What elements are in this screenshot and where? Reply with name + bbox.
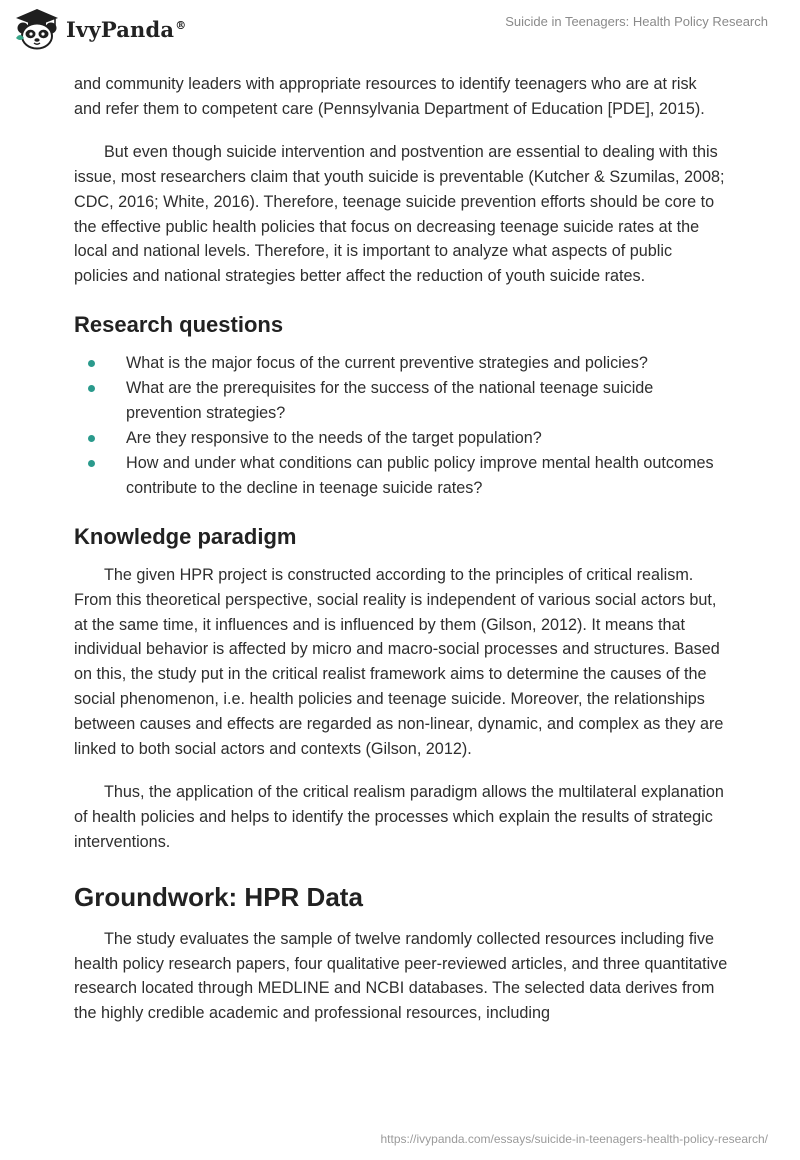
heading-groundwork: Groundwork: HPR Data <box>74 881 363 912</box>
paragraph-5: The study evaluates the sample of twelve randomly collected resources including five health policy research papers, four qualitative peer-reviewed articles, and three quantitative research located through MEDLINE and NCBI databases. The selected data derives from the highly credible academic and professional resources, including <box>74 929 728 1023</box>
page-header <box>0 0 800 60</box>
list-item: What is the major focus of the current preventive strategies and policies? <box>74 351 728 376</box>
research-questions-list <box>74 351 728 500</box>
bullet-icon <box>88 435 95 442</box>
paragraph-1: and community leaders with appropriate resources to identify teenagers who are at risk and refer them to competent care (Pennsylvania Department of Education [PDE], 2015). <box>74 75 705 118</box>
document-title: Suicide in Teenagers: Health Policy Research <box>505 14 768 29</box>
heading-knowledge-paradigm: Knowledge paradigm <box>74 523 297 549</box>
panda-graduate-icon <box>14 8 60 50</box>
heading-research-questions: Research questions <box>74 312 284 338</box>
ivypanda-logo[interactable] <box>14 8 186 50</box>
bullet-icon <box>88 460 95 467</box>
bullet-icon <box>88 360 95 367</box>
paragraph-2: But even though suicide intervention and postvention are essential to dealing with this issue, most researchers claim that youth suicide is preventable (Kutcher & Szumilas, 2008; CDC, 2016; White, 2016). Therefore, teenage suicide prevention efforts should be core to the effective public health policies that focus on decreasing teenage suicide rates at the local and national levels. Therefore, it is important to analyze what aspects of public policies and national strategies better affect the reduction of youth suicide rates. <box>74 142 725 286</box>
brand-name: IvyPanda® <box>66 16 187 42</box>
source-url-link[interactable]: https://ivypanda.com/essays/suicide-in-teenagers-health-policy-research/ <box>380 1132 768 1146</box>
paragraph-4: Thus, the application of the critical realism paradigm allows the multilateral explanation of health policies and helps to identify the processes which explain the results of strategic interventions. <box>74 782 724 851</box>
article-content <box>74 72 728 1044</box>
list-item: Are they responsive to the needs of the target population? <box>74 426 728 451</box>
bullet-icon <box>88 385 95 392</box>
list-item: How and under what conditions can public policy improve mental health outcomes contribute to the decline in teenage suicide rates? <box>74 451 728 501</box>
paragraph-3: The given HPR project is constructed according to the principles of critical realism. From this theoretical perspective, social reality is independent of various social actors but, at the same time, it influences and is influenced by them (Gilson, 2012). It means that individual behavior is affected by micro and macro-social processes and structures. Based on this, the study put in the critical realist framework aims to determine the causes of the social phenomenon, i.e. health policies and teenage suicide. Moreover, the relationships between causes and effects are regarded as non-linear, dynamic, and complex as they are linked to both social actors and contexts (Gilson, 2012). <box>74 565 724 759</box>
list-item: What are the prerequisites for the success of the national teenage suicide prevention strategies? <box>74 376 728 426</box>
